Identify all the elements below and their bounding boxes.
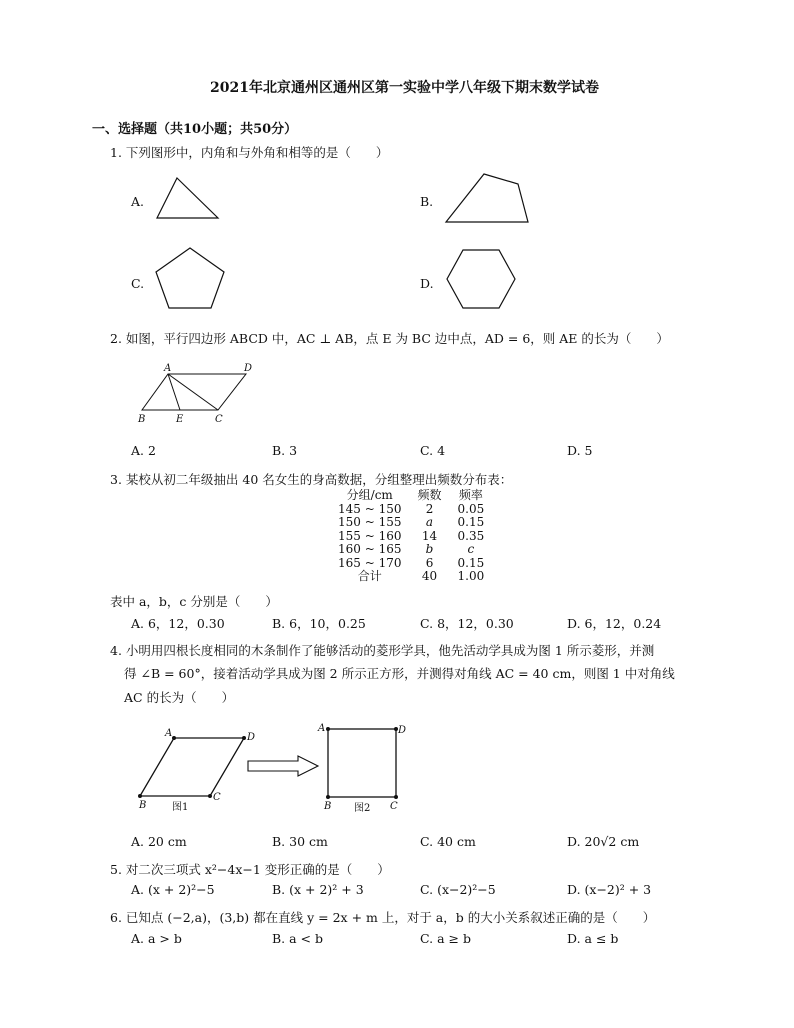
table-cell: a — [425, 515, 434, 529]
table-cell: 165 ~ 170 — [338, 555, 402, 570]
q4-arrow-icon — [246, 754, 322, 778]
q3-option-d: D. 6，12，0.24 — [567, 616, 662, 631]
q4-option-a: A. 20 cm — [131, 834, 187, 849]
q1-figure-hexagon — [445, 248, 517, 312]
q3-option-c: C. 8，12，0.30 — [420, 616, 514, 631]
q4-option-c: C. 40 cm — [420, 834, 476, 849]
q4-fig1-label-a: A — [165, 728, 173, 739]
q4-fig2-label-a: A — [318, 723, 326, 734]
question-5-stem: 5. 对二次三项式 x²−4x−1 变形正确的是（ ） — [110, 862, 390, 877]
q1-label-d: D. — [420, 276, 434, 291]
q2-fig-label-c: C — [215, 414, 223, 425]
question-4-line2: 得 ∠B = 60°，接着活动学具成为图 2 所示正方形，并测得对角线 AC = 40 cm，则图 1 中对角线 — [124, 666, 675, 681]
table-cell: 0.15 — [457, 555, 485, 570]
q4-fig2-caption: 图2 — [354, 803, 371, 814]
table-cell: 40 — [421, 569, 438, 583]
section-heading: 一、选择题（共10小题；共50分） — [92, 122, 298, 137]
q5-option-b: B. (x + 2)² + 3 — [272, 882, 364, 897]
q1-figure-triangle — [155, 176, 225, 224]
question-2-stem: 2. 如图，平行四边形 ABCD 中，AC ⊥ AB，点 E 为 BC 边中点，AD = 6，则 AE 的长为（ ） — [110, 331, 669, 346]
table-cell: 0.05 — [457, 501, 485, 516]
q1-label-b: B. — [420, 194, 434, 209]
table-row — [330, 503, 492, 517]
table-cell: 145 ~ 150 — [338, 501, 402, 516]
table-header-row — [330, 489, 492, 503]
question-3-after: 表中 a，b，c 分别是（ ） — [110, 594, 278, 609]
table-cell: 155 ~ 160 — [338, 528, 402, 543]
table-row — [330, 570, 492, 584]
q2-option-a: A. 2 — [131, 443, 156, 458]
table-cell: 1.00 — [457, 569, 485, 583]
table-header: 频率 — [458, 488, 483, 502]
question-6-stem: 6. 已知点 (−2,a)，(3,b) 都在直线 y = 2x + m 上，对于 a，b 的大小关系叙述正确的是（ ） — [110, 910, 656, 925]
table-cell: 6 — [425, 555, 434, 570]
table-cell: 0.15 — [457, 515, 485, 529]
q3-option-a: A. 6，12，0.30 — [131, 616, 225, 631]
table-cell: b — [425, 542, 434, 556]
q1-figure-quadrilateral — [444, 172, 534, 226]
q1-figure-pentagon — [153, 246, 227, 312]
q2-option-b: B. 3 — [272, 443, 298, 458]
frequency-table — [330, 489, 492, 584]
table-header: 频数 — [417, 488, 442, 502]
q6-option-a: A. a > b — [131, 931, 182, 946]
table-cell: 150 ~ 155 — [338, 515, 402, 529]
q4-option-b: B. 30 cm — [272, 834, 328, 849]
question-3-stem: 3. 某校从初二年级抽出 40 名女生的身高数据，分组整理出频数分布表： — [110, 472, 513, 487]
q1-label-c: C. — [131, 276, 145, 291]
table-row — [330, 530, 492, 544]
table-cell: 合计 — [357, 569, 382, 583]
table-cell: c — [467, 542, 475, 556]
q3-option-b: B. 6，10，0.25 — [272, 616, 366, 631]
q4-option-d: D. 20√2 cm — [567, 834, 640, 849]
question-1-stem: 1. 下列图形中，内角和与外角和相等的是（ ） — [110, 145, 389, 160]
q6-option-d: D. a ≤ b — [567, 931, 619, 946]
table-cell: 2 — [425, 501, 434, 516]
q5-option-a: A. (x + 2)²−5 — [131, 882, 215, 897]
table-header: 分组/cm — [346, 488, 393, 502]
q5-option-d: D. (x−2)² + 3 — [567, 882, 652, 897]
page-title: 2021年北京通州区通州区第一实验中学八年级下期末数学试卷 — [210, 80, 599, 96]
q5-option-c: C. (x−2)²−5 — [420, 882, 496, 897]
table-row — [330, 516, 492, 530]
q4-fig1-label-c: C — [213, 792, 221, 803]
table-row — [330, 543, 492, 557]
q4-rhombus-figure — [136, 726, 256, 816]
q6-option-c: C. a ≥ b — [420, 931, 471, 946]
q6-option-b: B. a < b — [272, 931, 324, 946]
question-4-line1: 4. 小明用四根长度相同的木条制作了能够活动的菱形学具，他先活动学具成为图 1 所示菱形，并测 — [110, 643, 655, 658]
table-cell: 14 — [421, 528, 438, 543]
q4-fig1-label-b: B — [139, 800, 147, 811]
q2-option-c: C. 4 — [420, 443, 446, 458]
q2-fig-label-e: E — [176, 414, 184, 425]
q4-square-figure — [318, 721, 408, 817]
q4-fig2-label-d: D — [398, 725, 407, 736]
q1-label-a: A. — [131, 194, 145, 209]
q2-fig-label-a: A — [164, 363, 172, 374]
q2-fig-label-b: B — [138, 414, 146, 425]
table-row — [330, 557, 492, 571]
q4-fig2-label-b: B — [324, 801, 332, 812]
question-4-line3: AC 的长为（ ） — [124, 690, 235, 705]
q2-parallelogram-figure — [138, 362, 258, 424]
q4-fig1-caption: 图1 — [172, 802, 189, 813]
table-cell: 160 ~ 165 — [338, 542, 402, 556]
table-cell: 0.35 — [457, 528, 485, 543]
q2-fig-label-d: D — [244, 363, 253, 374]
q4-fig2-label-c: C — [390, 801, 398, 812]
q2-option-d: D. 5 — [567, 443, 593, 458]
q4-fig1-label-d: D — [247, 732, 256, 743]
